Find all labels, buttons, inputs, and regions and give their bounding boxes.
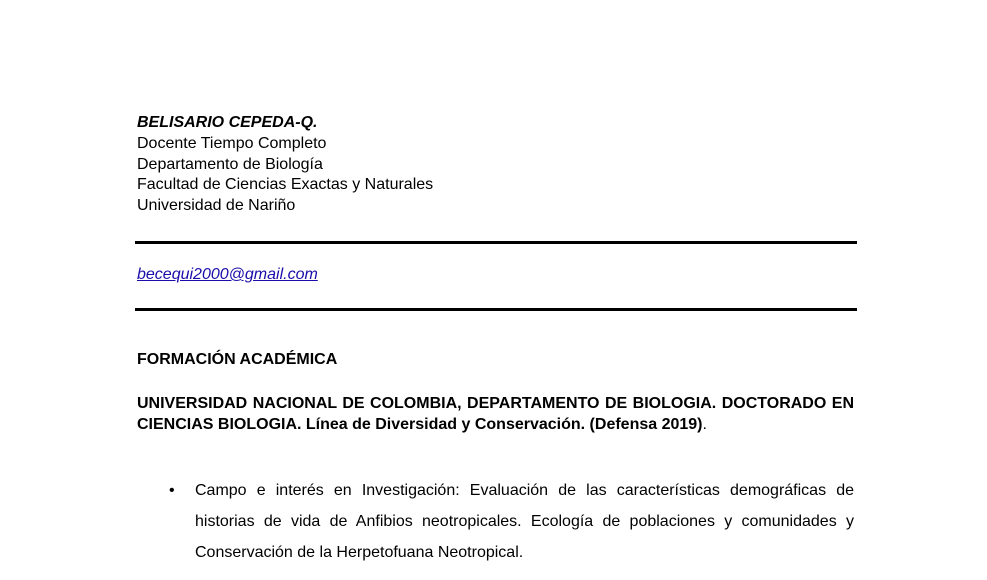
research-list xyxy=(137,475,854,568)
author-position: Docente Tiempo Completo xyxy=(137,134,327,152)
divider-bottom xyxy=(135,308,857,311)
degree-entry xyxy=(137,394,854,435)
divider-top xyxy=(135,241,857,244)
section-title: FORMACIÓN ACADÉMICA xyxy=(137,351,338,368)
author-header xyxy=(137,113,433,217)
list-item xyxy=(137,475,854,568)
author-department: Departamento de Biología xyxy=(137,155,323,173)
author-name: BELISARIO CEPEDA-Q. xyxy=(137,114,318,131)
email-link[interactable]: becequi2000@gmail.com xyxy=(137,266,318,283)
contact-line xyxy=(137,266,318,284)
degree-trailing-period: . xyxy=(702,415,707,433)
author-university: Universidad de Nariño xyxy=(137,197,296,215)
author-faculty: Facultad de Ciencias Exactas y Naturales xyxy=(137,176,434,194)
research-interest-text: Campo e interés en Investigación: Evaluación de las características demográficas de historias de vida de Anfibios neotropicales. Ecología de poblaciones y comunidades y Conservación de la Herpetofuana Neotropical. xyxy=(195,482,854,561)
degree-heading: UNIVERSIDAD NACIONAL DE COLOMBIA, DEPARTAMENTO DE BIOLOGIA. DOCTORADO EN CIENCIAS BIOLOGIA. Línea de Diversidad y Conservación. (Defensa 2019) xyxy=(137,395,854,433)
bullet-icon: • xyxy=(169,482,175,499)
